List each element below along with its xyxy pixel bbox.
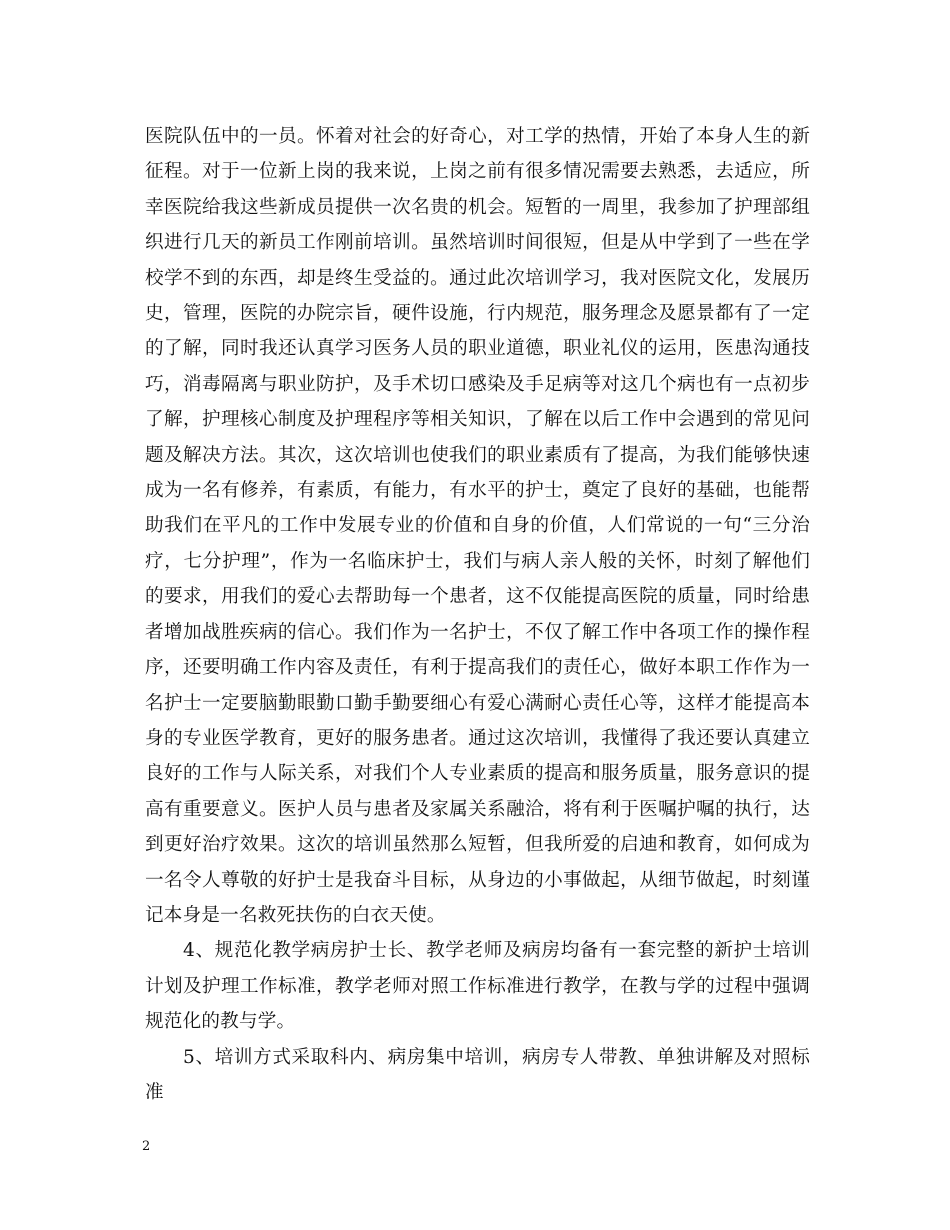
page-number: 2 [142, 1139, 151, 1154]
body-text [145, 119, 810, 1110]
paragraph-continuation: 医院队伍中的一员。怀着对社会的好奇心，对工学的热情，开始了本身人生的新征程。对于一位新上岗的我来说，上岗之前有很多情况需要去熟悉，去适应，所幸医院给我这些新成员提供一次名贵的机会。短暂的一周里，我参加了护理部组织进行几天的新员工作刚前培训。虽然培训时间很短，但是从中学到了一些在学校学不到的东西，却是终生受益的。通过此次培训学习，我对医院文化，发展历史，管理，医院的办院宗旨，硬件设施，行内规范，服务理念及愿景都有了一定的了解，同时我还认真学习医务人员的职业道德，职业礼仪的运用，医患沟通技巧，消毒隔离与职业防护，及手术切口感染及手足病等对这几个病也有一点初步了解，护理核心制度及护理程序等相关知识，了解在以后工作中会遇到的常见问题及解决方法。其次，这次培训也使我们的职业素质有了提高，为我们能够快速成为一名有修养，有素质，有能力，有水平的护士，奠定了良好的基础，也能帮助我们在平凡的工作中发展专业的价值和自身的价值，人们常说的一句“三分治疗，七分护理”，作为一名临床护士，我们与病人亲人般的关怀，时刻了解他们的要求，用我们的爱心去帮助每一个患者，这不仅能提高医院的质量，同时给患者增加战胜疾病的信心。我们作为一名护士，不仅了解工作中各项工作的操作程序，还要明确工作内容及责任，有利于提高我们的责任心，做好本职工作作为一名护士一定要脑勤眼勤口勤手勤要细心有爱心满耐心责任心等，这样才能提高本身的专业医学教育，更好的服务患者。通过这次培训，我懂得了我还要认真建立良好的工作与人际关系，对我们个人专业素质的提高和服务质量，服务意识的提高有重要意义。医护人员与患者及家属关系融洽，将有利于医嘱护嘱的执行，达到更好治疗效果。这次的培训虽然那么短暂，但我所爱的启迪和教育，如何成为一名令人尊敬的好护士是我奋斗目标，从身边的小事做起，从细节做起，时刻谨记本身是一名救死扶伤的白衣天使。 [145, 126, 810, 926]
paragraph-item-5: 5、培训方式采取科内、病房集中培训，病房专人带教、单独讲解及对照标准 [145, 1046, 810, 1103]
paragraph-item-4: 4、规范化教学病房护士长、教学老师及病房均备有一套完整的新护士培训计划及护理工作标准，教学老师对照工作标准进行教学，在教与学的过程中强调规范化的教与学。 [145, 940, 810, 1033]
